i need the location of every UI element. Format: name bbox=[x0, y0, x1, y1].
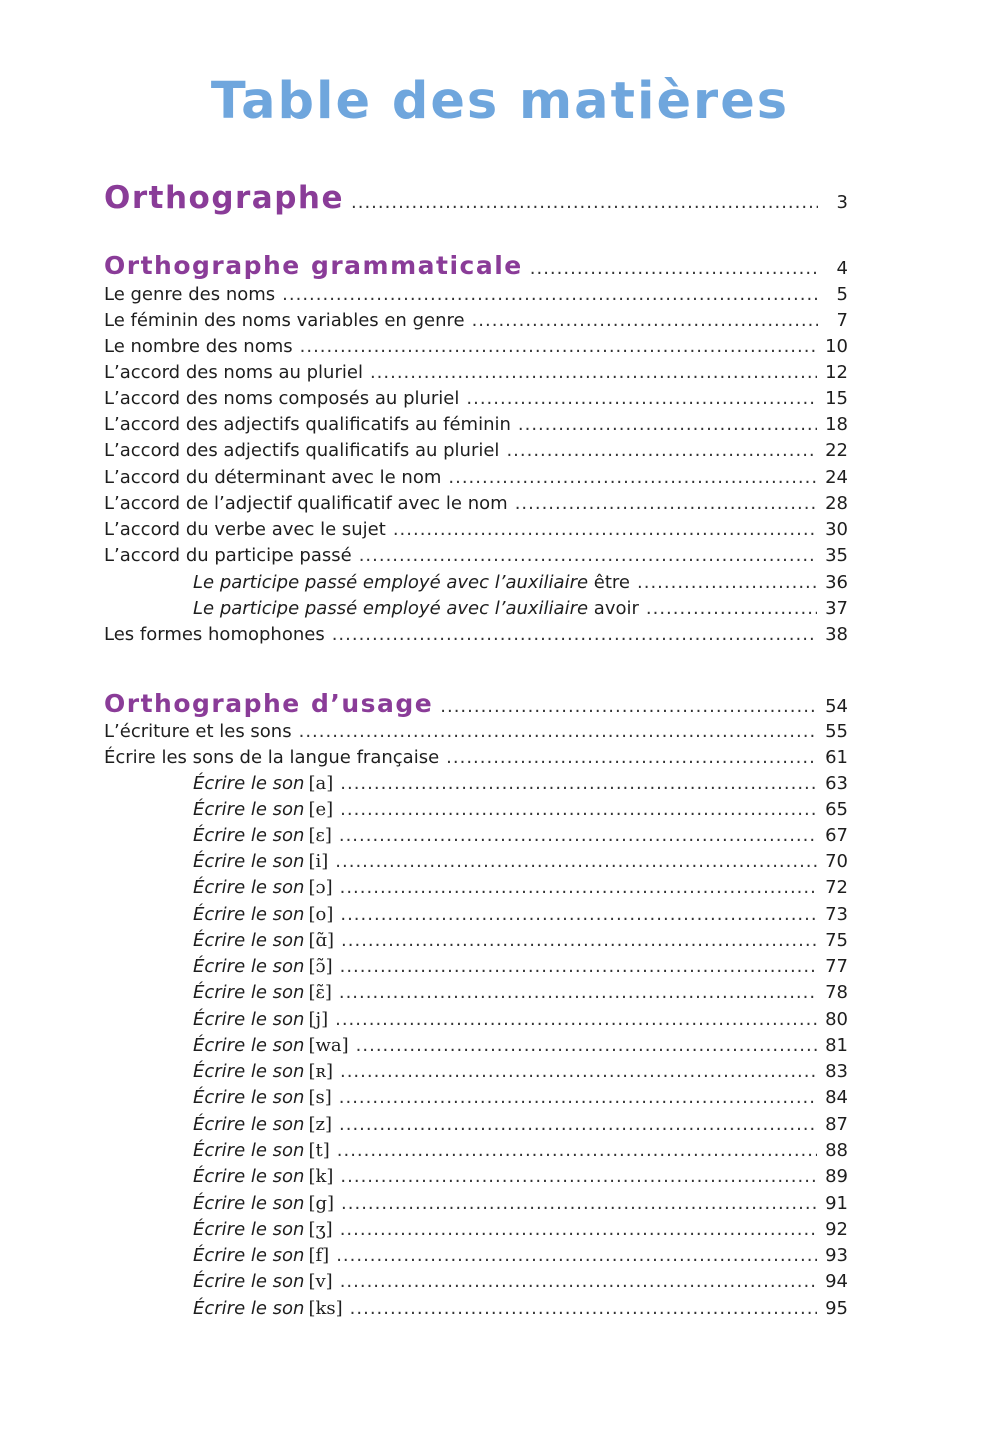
toc-entry-label: Écrire les sons de la langue française bbox=[104, 747, 440, 768]
toc-entry-label bbox=[193, 1086, 332, 1110]
toc-entry-phonetic: [ɛ̃] bbox=[308, 982, 332, 1003]
toc-entry-label bbox=[193, 955, 333, 979]
toc-leader-dots bbox=[337, 1139, 817, 1163]
toc-entry bbox=[193, 1218, 848, 1242]
toc-entry bbox=[104, 439, 848, 463]
toc-page-number: 37 bbox=[825, 598, 848, 619]
toc-page-number: 94 bbox=[825, 1271, 848, 1292]
toc-entry bbox=[104, 335, 848, 359]
toc-leader-dots bbox=[340, 876, 817, 900]
toc-entry-label bbox=[193, 1060, 333, 1084]
toc-leader-dots bbox=[341, 929, 817, 953]
toc-entry-label-text: Le participe passé employé avec l’auxiliaire bbox=[193, 572, 589, 593]
toc-leader-dots bbox=[359, 544, 817, 568]
toc-entry bbox=[193, 1086, 848, 1110]
toc-leader-dots bbox=[339, 1086, 817, 1110]
toc-leader-dots bbox=[340, 1218, 817, 1242]
toc-leader-dots bbox=[340, 903, 817, 927]
toc-leader-dots bbox=[393, 518, 817, 542]
toc-entry-label bbox=[193, 1139, 330, 1163]
toc-entry bbox=[193, 1113, 848, 1137]
toc-page-number: 55 bbox=[825, 721, 848, 742]
toc-leader-dots bbox=[515, 492, 817, 516]
toc-entry-label-text: Écrire le son bbox=[193, 851, 305, 872]
toc-leader-dots bbox=[340, 1165, 817, 1189]
toc-entry-label-text: Écrire le son bbox=[193, 904, 305, 925]
toc-entry-label bbox=[193, 1270, 333, 1294]
toc-entry-phonetic: [k] bbox=[308, 1166, 334, 1187]
toc-entry-phonetic: [f] bbox=[308, 1245, 330, 1266]
toc-entry-label-text: Écrire le son bbox=[193, 1271, 305, 1292]
toc-entry-label-text: Écrire le son bbox=[193, 1193, 305, 1214]
toc-entry-phonetic: [a] bbox=[308, 773, 334, 794]
toc-leader-dots bbox=[335, 1008, 817, 1032]
toc-entry-label: Le nombre des noms bbox=[104, 336, 293, 357]
toc-entry-label bbox=[193, 1165, 333, 1189]
toc-leader-dots bbox=[282, 283, 818, 307]
toc-entry-label-text: Le participe passé employé avec l’auxiliaire bbox=[193, 598, 589, 619]
toc-section-heading bbox=[104, 251, 848, 281]
toc-page-number: 54 bbox=[825, 696, 848, 717]
toc-leader-dots bbox=[340, 772, 817, 796]
toc-entry bbox=[193, 798, 848, 822]
toc-entry-phonetic: [ʀ] bbox=[308, 1061, 333, 1082]
toc-page-number: 3 bbox=[836, 192, 848, 213]
toc-entry-label-text: Écrire le son bbox=[193, 930, 305, 951]
toc-leader-dots bbox=[300, 335, 817, 359]
toc-leader-dots bbox=[466, 387, 817, 411]
toc-entry-phonetic: [g] bbox=[308, 1193, 335, 1214]
toc-entry-label bbox=[193, 824, 332, 848]
toc-entry-phonetic: [ɔ̃] bbox=[308, 956, 333, 977]
toc-page-number: 61 bbox=[825, 747, 848, 768]
toc-leader-dots bbox=[339, 1113, 817, 1137]
toc-leader-dots bbox=[472, 309, 818, 333]
toc-leader-dots bbox=[518, 413, 817, 437]
toc-entry bbox=[193, 955, 848, 979]
toc-page-number: 15 bbox=[825, 388, 848, 409]
toc-entry-label-text: Écrire le son bbox=[193, 825, 305, 846]
toc-entry-label: Le féminin des noms variables en genre bbox=[104, 310, 465, 331]
toc-entry bbox=[104, 413, 848, 437]
toc-page-number: 95 bbox=[825, 1298, 848, 1319]
toc-section-heading bbox=[104, 178, 848, 223]
toc-page-number: 93 bbox=[825, 1245, 848, 1266]
toc-entry-label-text: Écrire le son bbox=[193, 1087, 305, 1108]
toc-page-number: 12 bbox=[825, 362, 848, 383]
toc-entry-label bbox=[193, 929, 334, 953]
toc-entry-label bbox=[193, 772, 333, 796]
toc-entry bbox=[193, 1060, 848, 1084]
toc-entry-label bbox=[193, 903, 333, 927]
toc-entry bbox=[104, 623, 848, 647]
toc-entry bbox=[193, 981, 848, 1005]
toc-entry-label: L’accord de l’adjectif qualificatif avec le nom bbox=[104, 493, 508, 514]
toc-page-number: 72 bbox=[825, 877, 848, 898]
toc-page-number: 65 bbox=[825, 799, 848, 820]
toc-entry bbox=[104, 466, 848, 490]
toc-entry-phonetic: [s] bbox=[308, 1087, 332, 1108]
toc-entry bbox=[193, 571, 848, 595]
toc-entry-label-text: Écrire le son bbox=[193, 1009, 305, 1030]
toc-entry-label bbox=[193, 1034, 349, 1058]
toc-entry bbox=[104, 283, 848, 307]
toc-entry-label-text: Écrire le son bbox=[193, 1166, 305, 1187]
toc-page-number: 83 bbox=[825, 1061, 848, 1082]
toc-page-number: 75 bbox=[825, 930, 848, 951]
toc-entry bbox=[104, 361, 848, 385]
toc-leader-dots bbox=[336, 1244, 817, 1268]
toc-leader-dots bbox=[350, 1297, 817, 1321]
toc-entry-label-text: Écrire le son bbox=[193, 1245, 305, 1266]
toc-entry bbox=[104, 309, 848, 333]
toc-entry-phonetic: [ɑ̃] bbox=[308, 930, 335, 951]
toc-entry bbox=[193, 903, 848, 927]
toc-entry-label-text: Écrire le son bbox=[193, 982, 305, 1003]
toc-entry-phonetic: [ʒ] bbox=[308, 1219, 333, 1240]
toc-entry-label: L’accord du déterminant avec le nom bbox=[104, 467, 442, 488]
toc-leader-dots bbox=[646, 597, 817, 621]
toc-leader-dots bbox=[340, 1270, 817, 1294]
toc-entry-label: L’accord des adjectifs qualificatifs au féminin bbox=[104, 414, 511, 435]
toc-page-number: 10 bbox=[825, 336, 848, 357]
toc-page-number: 22 bbox=[825, 440, 848, 461]
toc-entry-label: L’accord des noms composés au pluriel bbox=[104, 388, 460, 409]
toc-entry-label-text: Écrire le son bbox=[193, 1035, 305, 1056]
toc-page-number: 89 bbox=[825, 1166, 848, 1187]
toc-entry-phonetic: [z] bbox=[308, 1114, 332, 1135]
toc-page-number: 63 bbox=[825, 773, 848, 794]
toc-page-number: 30 bbox=[825, 519, 848, 540]
toc-entry-label: Orthographe grammaticale bbox=[104, 251, 523, 280]
toc-entry bbox=[193, 1244, 848, 1268]
toc-page-number: 73 bbox=[825, 904, 848, 925]
toc-page-number: 35 bbox=[825, 545, 848, 566]
toc-leader-dots bbox=[332, 623, 817, 647]
toc-entry-label: Le genre des noms bbox=[104, 284, 276, 305]
toc-leader-dots bbox=[356, 1034, 817, 1058]
toc-entry bbox=[193, 1034, 848, 1058]
toc-entry-phonetic: [i] bbox=[308, 851, 329, 872]
toc-page-number: 87 bbox=[825, 1114, 848, 1135]
toc-entry-phonetic: [e] bbox=[308, 799, 334, 820]
toc-page-number: 36 bbox=[825, 572, 848, 593]
toc-entry-label-text: Écrire le son bbox=[193, 1219, 305, 1240]
toc-page-number: 38 bbox=[825, 624, 848, 645]
toc-page-number: 70 bbox=[825, 851, 848, 872]
toc-leader-dots bbox=[446, 746, 817, 770]
toc-entry bbox=[193, 597, 848, 621]
toc-entry bbox=[193, 1165, 848, 1189]
toc-entry-phonetic: [o] bbox=[308, 904, 334, 925]
toc-entry-label bbox=[193, 981, 332, 1005]
toc-entry-phonetic: [t] bbox=[308, 1140, 330, 1161]
toc-leader-dots bbox=[340, 798, 817, 822]
toc-entry-phonetic: [ɔ] bbox=[308, 877, 333, 898]
page-title: Table des matières bbox=[210, 72, 790, 131]
toc-entry-label bbox=[193, 1218, 333, 1242]
toc-page-number: 7 bbox=[836, 310, 848, 331]
toc-entry bbox=[193, 1297, 848, 1321]
toc-leader-dots bbox=[339, 824, 817, 848]
toc-entry-label bbox=[193, 1244, 329, 1268]
toc-page-number: 88 bbox=[825, 1140, 848, 1161]
toc-entry-label-text: Écrire le son bbox=[193, 1061, 305, 1082]
toc-entry-label bbox=[193, 798, 333, 822]
toc-entry bbox=[104, 387, 848, 411]
toc-entry-label-text: Écrire le son bbox=[193, 773, 305, 794]
toc-page-number: 18 bbox=[825, 414, 848, 435]
toc-entry-phonetic: [ɛ] bbox=[308, 825, 332, 846]
toc-entry-phonetic: [ks] bbox=[308, 1298, 343, 1319]
toc-entry bbox=[193, 1270, 848, 1294]
toc-entry bbox=[193, 850, 848, 874]
toc-page-number: 91 bbox=[825, 1193, 848, 1214]
toc-entry-phonetic: [j] bbox=[308, 1009, 329, 1030]
toc-entry-phonetic: [wa] bbox=[308, 1035, 349, 1056]
toc-entry bbox=[193, 1192, 848, 1216]
toc-page-number: 80 bbox=[825, 1009, 848, 1030]
toc-page-number: 24 bbox=[825, 467, 848, 488]
toc-entry-label bbox=[193, 850, 328, 874]
toc-entry-label-text: Écrire le son bbox=[193, 877, 305, 898]
toc-entry-label-text: Écrire le son bbox=[193, 799, 305, 820]
toc-entry-phonetic: [v] bbox=[308, 1271, 333, 1292]
toc-page-number: 92 bbox=[825, 1219, 848, 1240]
toc-entry bbox=[193, 929, 848, 953]
toc-leader-dots bbox=[335, 850, 817, 874]
toc-leader-dots bbox=[341, 1192, 817, 1216]
toc-leader-dots bbox=[339, 981, 817, 1005]
toc-leader-dots bbox=[370, 361, 817, 385]
toc-leader-dots bbox=[440, 695, 817, 719]
toc-entry-label-text: Écrire le son bbox=[193, 1140, 305, 1161]
toc-entry bbox=[104, 518, 848, 542]
toc-entry-label: Orthographe d’usage bbox=[104, 689, 434, 718]
toc-page-number: 4 bbox=[836, 258, 848, 279]
toc-leader-dots bbox=[530, 257, 818, 281]
toc-entry-label bbox=[193, 1008, 328, 1032]
toc-page-number: 84 bbox=[825, 1087, 848, 1108]
toc-entry bbox=[104, 492, 848, 516]
toc-entry-auxiliary: avoir bbox=[588, 598, 639, 619]
toc-entry-label bbox=[193, 571, 630, 595]
toc-entry-auxiliary: être bbox=[588, 572, 630, 593]
toc-entry-label bbox=[193, 1192, 334, 1216]
toc-entry-label: L’écriture et les sons bbox=[104, 721, 292, 742]
toc-entry-label bbox=[193, 597, 639, 621]
toc-entry bbox=[193, 824, 848, 848]
toc-entry-label bbox=[193, 876, 333, 900]
toc-leader-dots bbox=[351, 183, 818, 223]
toc-section-heading bbox=[104, 689, 848, 719]
toc-leader-dots bbox=[299, 720, 818, 744]
toc-entry bbox=[104, 720, 848, 744]
toc-leader-dots bbox=[340, 955, 817, 979]
toc-entry-label: Les formes homophones bbox=[104, 624, 325, 645]
toc-leader-dots bbox=[340, 1060, 817, 1084]
toc-entry-label bbox=[193, 1113, 332, 1137]
toc-entry-label: Orthographe bbox=[104, 180, 345, 216]
toc-entry-label: L’accord du participe passé bbox=[104, 545, 352, 566]
toc-entry bbox=[193, 876, 848, 900]
toc-leader-dots bbox=[506, 439, 817, 463]
toc-page-number: 81 bbox=[825, 1035, 848, 1056]
toc-entry bbox=[193, 1139, 848, 1163]
toc-leader-dots bbox=[637, 571, 817, 595]
toc-entry-label: L’accord des noms au pluriel bbox=[104, 362, 363, 383]
toc-entry bbox=[193, 772, 848, 796]
toc-entry-label-text: Écrire le son bbox=[193, 1114, 305, 1135]
toc-page-number: 5 bbox=[836, 284, 848, 305]
toc-entry-label-text: Écrire le son bbox=[193, 956, 305, 977]
toc-page-number: 28 bbox=[825, 493, 848, 514]
toc-page-number: 67 bbox=[825, 825, 848, 846]
toc-entry bbox=[193, 1008, 848, 1032]
toc-entry-label-text: Écrire le son bbox=[193, 1298, 305, 1319]
toc-entry-label: L’accord des adjectifs qualificatifs au pluriel bbox=[104, 440, 500, 461]
toc-entry bbox=[104, 544, 848, 568]
toc-entry-label bbox=[193, 1297, 343, 1321]
toc-page-number: 77 bbox=[825, 956, 848, 977]
toc-leader-dots bbox=[448, 466, 817, 490]
toc-page-number: 78 bbox=[825, 982, 848, 1003]
toc-entry-label: L’accord du verbe avec le sujet bbox=[104, 519, 386, 540]
toc-entry bbox=[104, 746, 848, 770]
